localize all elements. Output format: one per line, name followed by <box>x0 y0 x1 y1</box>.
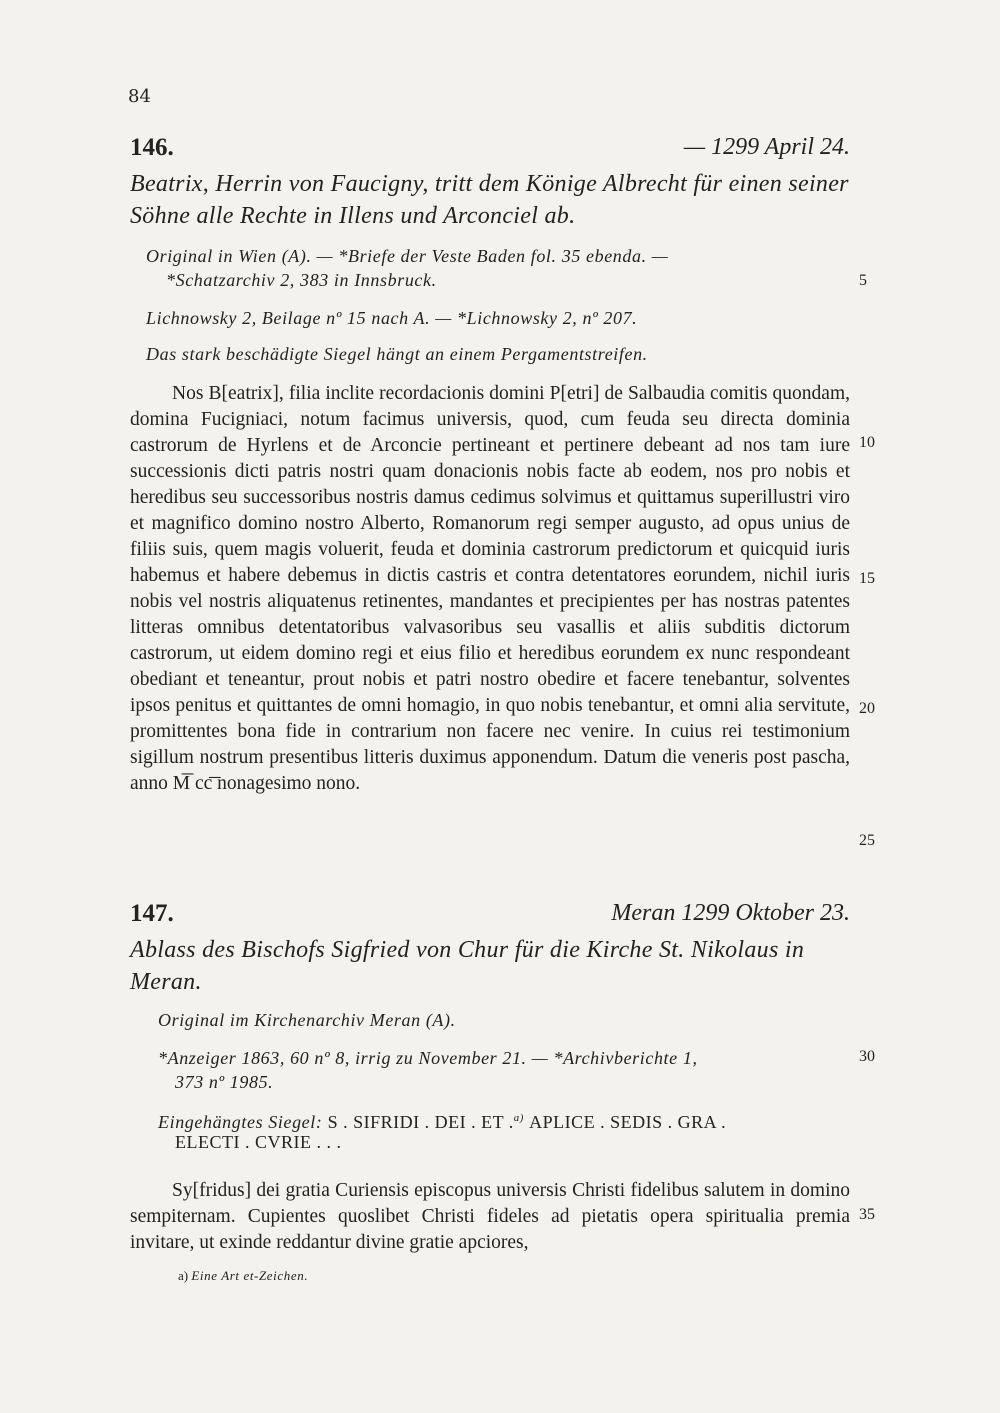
entry-146-header <box>130 134 850 168</box>
line-number: 5 <box>859 272 867 289</box>
seal-legend-part-3: ELECTI . CVRIE . . . <box>175 1132 342 1152</box>
footnote-marker: a) <box>178 1268 189 1283</box>
entry-147-regest: Ablass des Bischofs Sigfried von Chur für die Kirche St. Nikolaus in Meran. <box>130 937 805 995</box>
line-number: 35 <box>859 1206 875 1223</box>
page-number: 84 <box>128 86 151 107</box>
entry-146-text: Nos B[eatrix], filia inclite recordacionis domini P[etri] de Salbaudia comitis quondam, domina Fucigniaci, notum facimus universis, quod, cum feuda seu directa dominia castrorum de Hyrlens et de Arconcie pertineant et pertinere debeant ad nos tam iure successionis dicti patris nostri quam donacionis nobis facte ab eodem, nos pro nobis et heredibus seu successoribus nostris damus cedimus solvimus et quittamus superillustri viro et magnifico domino nostro Alberto, Romanorum regi semper augusto, ad opus unius de filiis suis, quem magis voluerit, feuda et dominia castrorum predictorum et quicquid iuris habemus et habere debemus in dictis castris et contra detentatores eorundem, nichil iuris nobis vel nostris aliquatenus retinentes, mandantes et precipientes per has nostras patentes litteras omnibus detentatoribus valvasoribus seu vasallis et aliis subditis dictorum castrorum, ut eidem domino regi et eius filio et heredibus eorundem ex nunc respondeant obediant et teneantur, prout nobis et patri nostro obedire et facere tenebantur, solventes ipsos penitus et quittantes de omni homagio, in quo nobis tenebantur, et omni alia servitute, promittentes bona fide in contrarium non facere nec venire. In cuius rei testimonium sigillum nostrum presentibus litteris duximus apponendum. Datum die veneris post pascha, anno M͞ cc͞ nonagesimo nono. <box>130 383 850 794</box>
footnote <box>178 1268 308 1284</box>
entry-147-seal-line-2 <box>175 1130 895 1154</box>
entry-date: Meran 1299 Oktober 23. <box>611 900 850 926</box>
line-number: 20 <box>859 700 875 717</box>
entry-146-note-1: Original in Wien (A). — *Briefe der Veste Baden fol. 35 ebenda. — <box>146 246 669 266</box>
entry-147-text: Sy[fridus] dei gratia Curiensis episcopus universis Christi fidelibus salutem in domino sempiternam. Cupientes quoslibet Christi fideles ad pietatis opera spiritualia premia invitare, ut exinde reddantur divine gratie apciores, <box>130 1180 850 1253</box>
line-number: 15 <box>859 570 875 587</box>
entry-146-note-3: Lichnowsky 2, Beilage nº 15 nach A. — *Lichnowsky 2, nº 207. <box>146 308 638 328</box>
entry-date: — 1299 April 24. <box>683 134 850 160</box>
entry-146-note-2: *Schatzarchiv 2, 383 in Innsbruck. <box>166 270 437 290</box>
entry-147-header <box>130 900 850 934</box>
entry-147-note-2: *Anzeiger 1863, 60 nº 8, irrig zu November 21. — *Archivberichte 1, <box>158 1048 698 1068</box>
seal-legend-part-2: APLICE . SEDIS . GRA . <box>529 1112 727 1132</box>
entry-147-note-1: Original im Kirchenarchiv Meran (A). <box>158 1010 456 1030</box>
entry-146-note-4: Das stark beschädigte Siegel hängt an einem Pergamentstreifen. <box>146 344 648 364</box>
seal-label: Eingehängtes Siegel: <box>158 1112 323 1132</box>
line-number: 25 <box>859 832 875 849</box>
footnote-text: Eine Art et-Zeichen. <box>191 1268 309 1283</box>
entry-147-note-3: 373 nº 1985. <box>175 1072 274 1092</box>
entry-number: 147. <box>130 900 174 927</box>
seal-legend-part-1: S . SIFRIDI . DEI . ET . <box>327 1112 514 1132</box>
footnote-marker: a) <box>513 1112 524 1124</box>
line-number: 30 <box>859 1048 875 1065</box>
line-number: 10 <box>859 434 875 451</box>
entry-146-regest: Beatrix, Herrin von Faucigny, tritt dem Könige Albrecht für einen seiner Söhne alle Rechte in Illens und Arconciel ab. <box>130 171 849 229</box>
entry-number: 146. <box>130 134 174 161</box>
